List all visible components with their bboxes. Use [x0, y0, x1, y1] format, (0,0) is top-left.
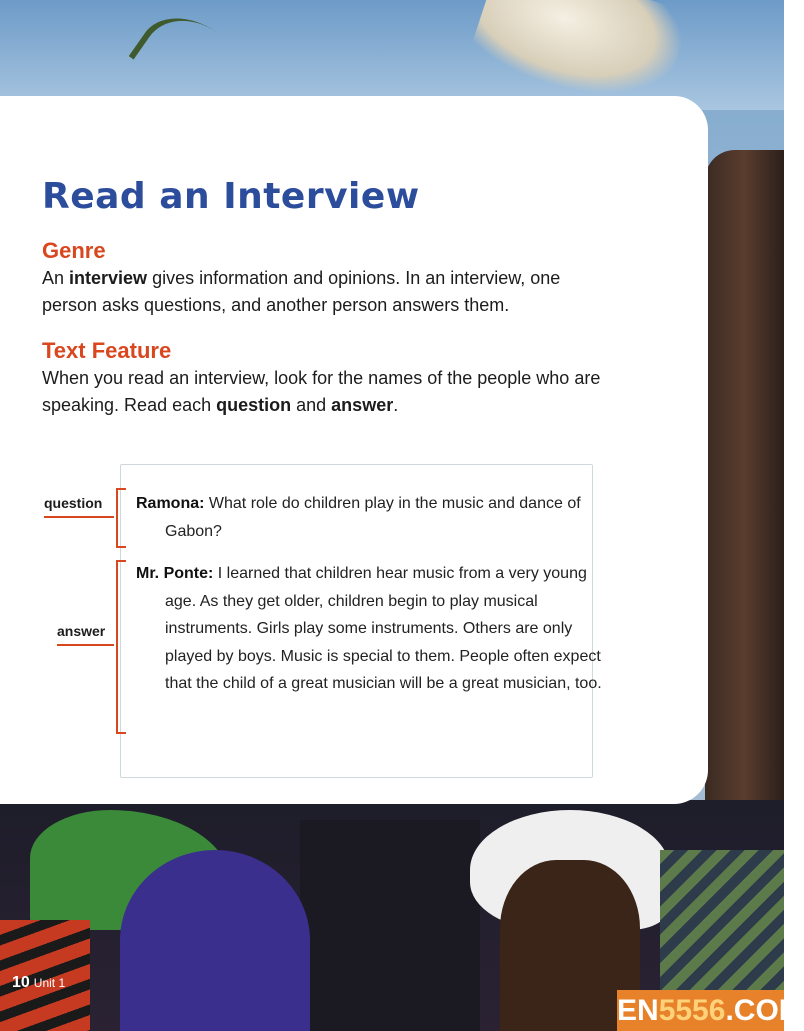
genre-text: An interview gives information and opinions. In an interview, one person asks questions, and another person answers them. [42, 268, 561, 315]
crowd-person [300, 820, 480, 1031]
question-label: question [44, 495, 103, 511]
page-footer [12, 974, 65, 992]
page-number: 10 [12, 974, 30, 991]
answer-label: answer [57, 623, 106, 639]
answer-label-line [57, 644, 114, 646]
speaker-mr-ponte: Mr. Ponte: [136, 565, 214, 582]
page-title: Read an Interview [42, 176, 420, 217]
unit-label: Unit 1 [33, 976, 66, 990]
speaker-ramona: Ramona: [136, 495, 205, 512]
question-label-line [44, 516, 114, 518]
watermark-logo: EN5556.COM [617, 990, 784, 1031]
genre-heading: Genre [42, 238, 106, 263]
interview-answer: Mr. Ponte: I learned that children hear music from a very young age. As they get older, children begin to play musical instruments. Girls play some instruments. Others are only played by boys. Music is special to them. People often expect that the child of a great musician will be a great musician, too. [136, 565, 602, 692]
term-interview: interview [69, 268, 148, 288]
text-feature-text: When you read an interview, look for the names of the people who are speaking. Read each question and answer. [42, 368, 601, 415]
interview-question: Ramona: What role do children play in the music and dance of Gabon? [136, 495, 581, 540]
crowd-person [120, 850, 310, 1031]
term-question: question [216, 395, 292, 415]
text-feature-heading: Text Feature [42, 338, 172, 363]
raised-arm [705, 150, 784, 850]
answer-bracket [116, 560, 126, 734]
term-answer: answer [331, 395, 394, 415]
question-bracket [116, 488, 126, 548]
